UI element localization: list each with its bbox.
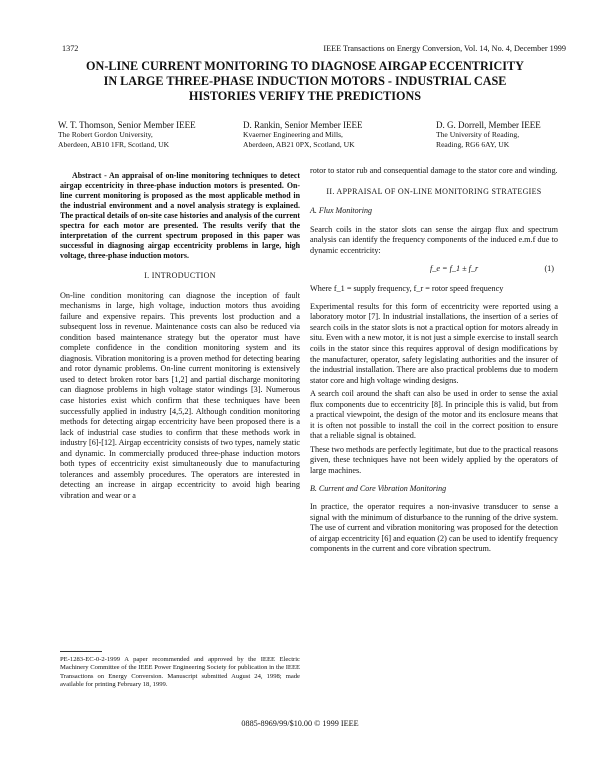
author-name: W. T. Thomson, Senior Member IEEE bbox=[58, 120, 196, 130]
left-column bbox=[60, 171, 300, 504]
author-block bbox=[58, 120, 578, 168]
title-line-2: IN LARGE THREE-PHASE INDUCTION MOTORS - INDUSTRIAL CASE bbox=[103, 74, 507, 88]
equation-number: (1) bbox=[544, 264, 554, 274]
title-line-3: HISTORIES VERIFY THE PREDICTIONS bbox=[188, 89, 422, 103]
flux-paragraph-1: Search coils in the stator slots can sense the airgap flux and spectrum analysis can identify the frequency components of the induced e.m.f due to dynamic eccentricity: bbox=[310, 224, 558, 255]
equation-1 bbox=[310, 264, 558, 278]
copyright-line: 0885-8969/99/$10.00 © 1999 IEEE bbox=[241, 719, 359, 728]
paper-title bbox=[40, 59, 570, 104]
flux-paragraph-3: A search coil around the shaft can also be used in order to sense the axial flux components due to eccentricity [8]. In principle this is valid, but from a practical viewpoint, the design of the motor and its enclosure means that it is often not possible to install the coil in the correct position to ensure that a reliable signal is obtained. bbox=[310, 389, 558, 441]
author-address: Reading, RG6 6AY, UK bbox=[436, 140, 510, 149]
subsection-heading-current-vibration: B. Current and Core Vibration Monitoring bbox=[310, 483, 447, 493]
continued-paragraph: rotor to stator rub and consequential damage to the stator core and winding. bbox=[310, 166, 558, 175]
equation-formula: f_e = f_1 ± f_r bbox=[430, 264, 479, 274]
author-affiliation: The University of Reading, bbox=[436, 130, 520, 139]
author-thomson bbox=[58, 120, 238, 150]
flux-paragraph-4: These two methods are perfectly legitimate, but due to the practical reasons given, these techniques have not been widely applied by the operators of large machines. bbox=[310, 444, 558, 476]
page-number: 1372 bbox=[62, 44, 79, 53]
right-column bbox=[310, 166, 558, 558]
running-header bbox=[62, 44, 566, 56]
section-heading-appraisal: II. APPRAISAL OF ON-LINE MONITORING STRATEGIES bbox=[326, 186, 542, 196]
footnote: PE-1283-EC-0-2-1999 A paper recommended and approved by the IEEE Electric Machinery Committee of the IEEE Power Engineering Society for publication in the IEEE Transactions on Energy Conversion. Manuscript submitted August 24, 1998; made available for printing February 18, 1999. bbox=[60, 656, 300, 689]
author-address: Aberdeen, AB21 0PX, Scotland, UK bbox=[243, 140, 355, 149]
current-vibration-paragraph: In practice, the operator requires a non-invasive transducer to sense a signal with the minimum of disturbance to the running of the drive system. The use of current and vibration monitoring was proposed for the detection of airgap eccentricity [6] and equation (2) can be used to identify frequency components in the current and core vibration spectrum. bbox=[310, 502, 558, 554]
abstract: Abstract - An appraisal of on-line monitoring techniques to detect airgap eccentricity in three-phase induction motors is presented. On-line current monitoring is proposed as the most applicable method in the industrial environment and a novel analysis strategy is explained. The practical details of on-site case histories and analysis of the current spectra for each motor are presented. The results verify that the interpretation of the current spectrum proposed in this paper was successful in diagnosing airgap eccentricity problems in large, high voltage, three-phase induction motors. bbox=[60, 171, 300, 260]
author-affiliation: Kvaerner Engineering and Mills, bbox=[243, 130, 343, 139]
author-name: D. G. Dorrell, Member IEEE bbox=[436, 120, 541, 130]
section-heading-introduction: I. INTRODUCTION bbox=[144, 271, 216, 280]
journal-citation: IEEE Transactions on Energy Conversion, Vol. 14, No. 4, December 1999 bbox=[323, 44, 566, 53]
flux-paragraph-2: Experimental results for this form of eccentricity were reported using a laboratory motor [7]. In industrial installations, the insertion of a series of search coils in the stator slots is not a practical option for motors already in situ. Even with a new motor, it is not just a simple exercise to install search coils in the stator since this requires approval of design modifications by the manufacturer, operator, safety legislating authorities and the insurer of the industrial installation. There are also practical problems due to modern stator core and high voltage winding designs. bbox=[310, 301, 558, 385]
author-address: Aberdeen, AB10 1FR, Scotland, UK bbox=[58, 140, 170, 149]
title-line-1: ON-LINE CURRENT MONITORING TO DIAGNOSE AIRGAP ECCENTRICITY bbox=[86, 59, 524, 73]
equation-where-clause: Where f_1 = supply frequency, f_r = rotor speed frequency bbox=[310, 284, 504, 294]
author-affiliation: The Robert Gordon University, bbox=[58, 130, 153, 139]
author-rankin bbox=[243, 120, 423, 150]
introduction-paragraph: On-line condition monitoring can diagnose the inception of fault mechanisms in large, high voltage, induction motors thus avoiding failure and expensive repairs. This prevents lost production and a subsequent loss in revenue. Maintenance costs can also be reduced via condition based maintenance strategy but the operator must have complete confidence in the condition monitoring system and its diagnosis. Vibration monitoring is a proven method for detecting bearing and rotor dynamic problems. On-line current monitoring is extensively used to detect broken rotor bars [1,2] and partial discharge monitoring can diagnose problems in high voltage stator windings [3]. Numerous case histories exist which confirm that these techniques have been successfully applied in industry [4,5,2]. Although condition monitoring methods for detecting airgap eccentricity have been proposed there is a lack of industrial case studies to confirm that these methods work in industry [6]-[12]. Airgap eccentricity consists of two types, namely static and dynamic. In commercially produced three-phase induction motors both types of eccentricity exist simultaneously due to manufacturing tolerances and assembly procedures. The operators are interested in detecting an increase in airgap eccentricity to avoid high bearing vibration and wear or a bbox=[60, 290, 300, 500]
author-name: D. Rankin, Senior Member IEEE bbox=[243, 120, 363, 130]
subsection-heading-flux: A. Flux Monitoring bbox=[310, 206, 372, 216]
footnote-rule bbox=[60, 651, 102, 652]
author-dorrell bbox=[436, 120, 600, 150]
